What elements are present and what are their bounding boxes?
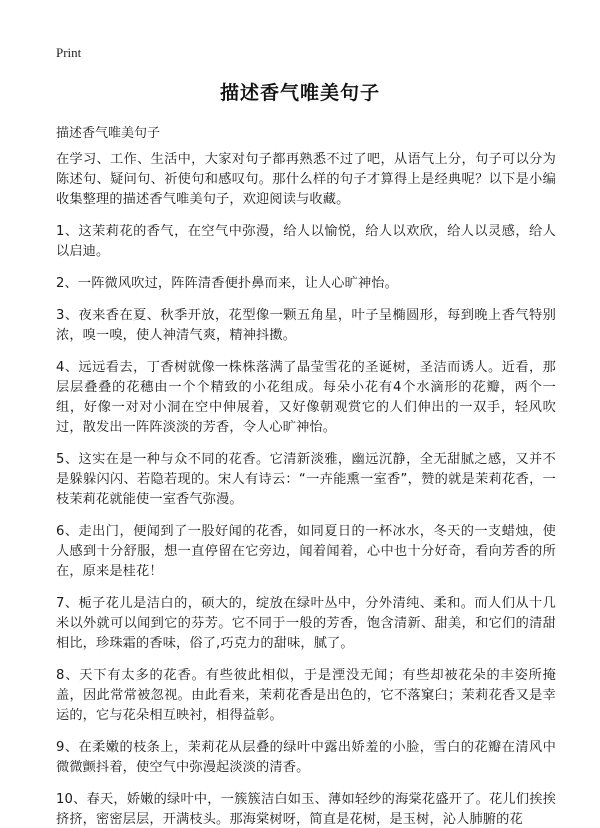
- sentence-paragraph-6: 6、走出门，便闻到了一股好闻的花香，如同夏日的一杯冰水，冬天的一支蜡烛，使人感到十分舒服，想一直停留在它旁边，闻着闻着，心中也十分好奇，看向芳香的所在，原来是桂花！: [56, 524, 556, 579]
- sentence-paragraph-4: 4、远远看去，丁香树就像一株株落满了晶莹雪花的圣诞树，圣洁而诱人。近看，那层层叠叠的花穗由一个个精致的小花组成。每朵小花有4个水滴形的花瓣，两个一组，好像一对对小洞在空中伸展着，又好像朝观赏它的人们伸出的一双手，轻风吹过，散发出一阵阵淡淡的芳香，令人心旷神怡。: [56, 360, 556, 435]
- sentence-paragraph-5: 5、这实在是一种与众不同的花香。它清新淡雅，幽远沉静，全无甜腻之感，又并不是躲躲闪闪、若隐若现的。宋人有诗云：“一卉能熏一室香”，赞的就是茉莉花香，一枝茉莉花就能使一室香气弥漫。: [56, 452, 556, 507]
- sentence-paragraph-1: 1、这茉莉花的香气，在空气中弥漫，给人以愉悦，给人以欢欣，给人以灵感，给人以启迪。: [56, 224, 556, 259]
- page-title: 描述香气唯美句子: [219, 82, 380, 104]
- print-link[interactable]: Print: [56, 45, 82, 60]
- page-subtitle: 描述香气唯美句子: [56, 126, 161, 141]
- sentence-paragraph-7: 7、栀子花儿是洁白的，硕大的，绽放在绿叶丛中，分外清纯、柔和。而人们从十几米以外就可以闻到它的芬芳。它不同于一般的芳香，饱含清新、甜美，和它们的清甜相比，珍珠霜的香味，俗了,巧克力的甜味，腻了。: [56, 596, 556, 651]
- sentence-paragraph-8: 8、天下有太多的花香。有些彼此相似，于是湮没无闻；有些却被花朵的丰姿所掩盖，因此常常被忽视。由此看来，茉莉花香是出色的，它不落窠臼；茉莉花香又是幸运的，它与花朵相互映衬，相得益彰。: [56, 668, 556, 723]
- article-body: [56, 150, 556, 828]
- sentence-paragraph-2: 2、一阵微风吹过，阵阵清香便扑鼻而来，让人心旷神怡。: [56, 276, 398, 291]
- sentence-paragraph-3: 3、夜来香在夏、秋季开放，花型像一颗五角星，叶子呈椭圆形，每到晚上香气特别浓，嗅一嗅，使人神清气爽，精神抖擞。: [56, 308, 556, 343]
- intro-paragraph: 在学习、工作、生活中，大家对句子都再熟悉不过了吧，从语气上分，句子可以分为陈述句、疑问句、祈使句和感叹句。那什么样的句子才算得上是经典呢？以下是小编收集整理的描述香气唯美句子，欢迎阅读与收藏。: [56, 152, 556, 207]
- sentence-paragraph-10: 10、春天，娇嫩的绿叶中，一簇簇洁白如玉、薄如轻纱的海棠花盛开了。花儿们挨挨挤挤，密密层层，开满枝头。那海棠树呀，简直是花树，是玉树，沁人肺腑的花: [56, 792, 556, 827]
- sentence-paragraph-9: 9、在柔嫩的枝条上，茉莉花从层叠的绿叶中露出娇羞的小脸，雪白的花瓣在清风中微微颤抖着，使空气中弥漫起淡淡的清香。: [56, 740, 556, 775]
